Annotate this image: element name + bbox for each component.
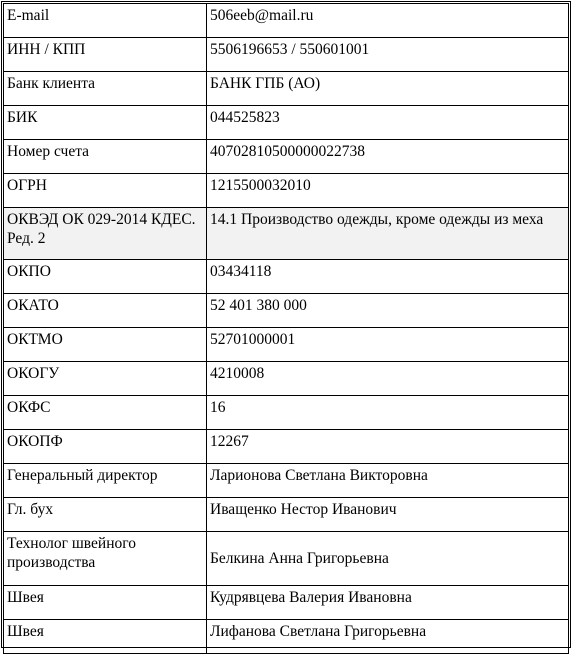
row-value: 40702810500000022738 bbox=[207, 140, 569, 174]
row-value: 14.1 Производство одежды, кроме одежды из меха bbox=[207, 208, 569, 260]
row-label: ОГРН bbox=[3, 174, 207, 208]
row-value: 12267 bbox=[207, 430, 569, 464]
row-label: Гл. бух bbox=[3, 498, 207, 532]
row-value: БАНК ГПБ (АО) bbox=[207, 72, 569, 106]
table-row bbox=[3, 174, 569, 208]
row-label: Технолог швейного производства bbox=[3, 532, 207, 586]
row-label: Швея bbox=[3, 586, 207, 620]
table-row bbox=[3, 208, 569, 260]
table-row bbox=[3, 294, 569, 328]
table-row bbox=[3, 72, 569, 106]
table-row bbox=[3, 498, 569, 532]
table-row bbox=[3, 430, 569, 464]
row-value: Белкина Анна Григорьевна bbox=[207, 532, 569, 586]
row-label: Банк клиента bbox=[3, 72, 207, 106]
company-requisites-table bbox=[3, 3, 569, 654]
row-label: ОКПО bbox=[3, 260, 207, 294]
row-label: ОКОПФ bbox=[3, 430, 207, 464]
row-label: ОКАТО bbox=[3, 294, 207, 328]
row-value: Лифанова Светлана Григорьевна bbox=[207, 620, 569, 654]
table-row bbox=[3, 38, 569, 72]
table-row bbox=[3, 3, 569, 38]
table-row bbox=[3, 362, 569, 396]
row-label: Швея bbox=[3, 620, 207, 654]
row-label: ОКОГУ bbox=[3, 362, 207, 396]
row-value: 506eeb@mail.ru bbox=[207, 3, 569, 38]
table-row bbox=[3, 464, 569, 498]
row-label: Генеральный директор bbox=[3, 464, 207, 498]
row-value: 16 bbox=[207, 396, 569, 430]
row-value: 5506196653 / 550601001 bbox=[207, 38, 569, 72]
table-row bbox=[3, 396, 569, 430]
table-row bbox=[3, 586, 569, 620]
table-row bbox=[3, 532, 569, 586]
row-value: Кудрявцева Валерия Ивановна bbox=[207, 586, 569, 620]
row-label: Номер счета bbox=[3, 140, 207, 174]
row-value: 03434118 bbox=[207, 260, 569, 294]
row-value: 4210008 bbox=[207, 362, 569, 396]
table-row bbox=[3, 620, 569, 654]
table-row bbox=[3, 140, 569, 174]
row-label: ОКТМО bbox=[3, 328, 207, 362]
table-row bbox=[3, 328, 569, 362]
row-value: 52 401 380 000 bbox=[207, 294, 569, 328]
row-label: ИНН / КПП bbox=[3, 38, 207, 72]
row-label: E-mail bbox=[3, 3, 207, 38]
row-value: Ларионова Светлана Викторовна bbox=[207, 464, 569, 498]
table-row bbox=[3, 106, 569, 140]
row-value: Иващенко Нестор Иванович bbox=[207, 498, 569, 532]
row-value: 044525823 bbox=[207, 106, 569, 140]
row-value: 52701000001 bbox=[207, 328, 569, 362]
row-label: БИК bbox=[3, 106, 207, 140]
row-label: ОКФС bbox=[3, 396, 207, 430]
requisites-frame bbox=[1, 1, 571, 648]
table-row bbox=[3, 260, 569, 294]
row-value: 1215500032010 bbox=[207, 174, 569, 208]
row-label: ОКВЭД ОК 029-2014 КДЕС. Ред. 2 bbox=[3, 208, 207, 260]
